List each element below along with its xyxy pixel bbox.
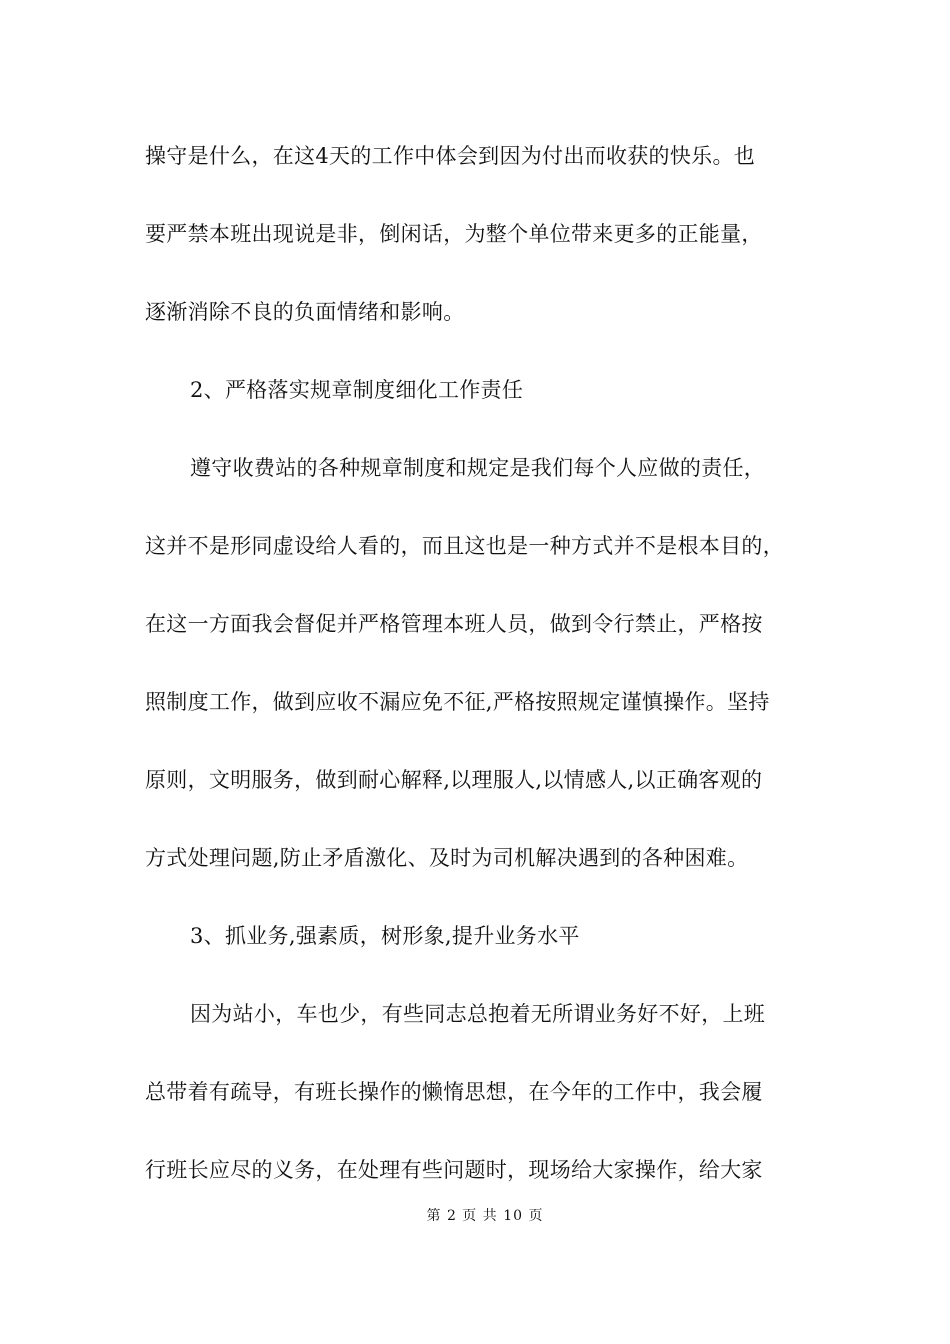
- section-heading: 2、严格落实规章制度细化工作责任: [190, 378, 524, 402]
- body-line: 要严禁本班出现说是非，倒闲话，为整个单位带来更多的正能量，: [145, 222, 763, 246]
- body-line: 照制度工作，做到应收不漏应免不征,严格按照规定谨慎操作。坚持: [145, 690, 770, 714]
- body-line: 方式处理问题,防止矛盾激化、及时为司机解决遇到的各种困难。: [145, 846, 749, 870]
- body-line: 总带着有疏导，有班长操作的懒惰思想，在今年的工作中，我会履: [145, 1080, 763, 1104]
- body-line: 行班长应尽的义务，在处理有些问题时，现场给大家操作，给大家: [145, 1158, 763, 1182]
- body-line: 这并不是形同虚设给人看的，而且这也是一种方式并不是根本目的，: [145, 534, 784, 558]
- body-line: 在这一方面我会督促并严格管理本班人员，做到令行禁止，严格按: [145, 612, 763, 636]
- body-line: 原则，文明服务，做到耐心解释,以理服人,以情感人,以正确客观的: [145, 768, 763, 792]
- body-line: 逐渐消除不良的负面情绪和影响。: [145, 300, 465, 324]
- document-body: [145, 136, 830, 1228]
- section-heading: 3、抓业务,强素质，树形象,提升业务水平: [190, 924, 580, 948]
- body-line: 因为站小，车也少，有些同志总抱着无所谓业务好不好，上班: [190, 1002, 766, 1026]
- body-line: 操守是什么，在这4天的工作中体会到因为付出而收获的快乐。也: [145, 144, 756, 168]
- body-line: 遵守收费站的各种规章制度和规定是我们每个人应做的责任，: [190, 456, 766, 480]
- page-number-footer: 第 2 页 共 10 页: [426, 1208, 544, 1224]
